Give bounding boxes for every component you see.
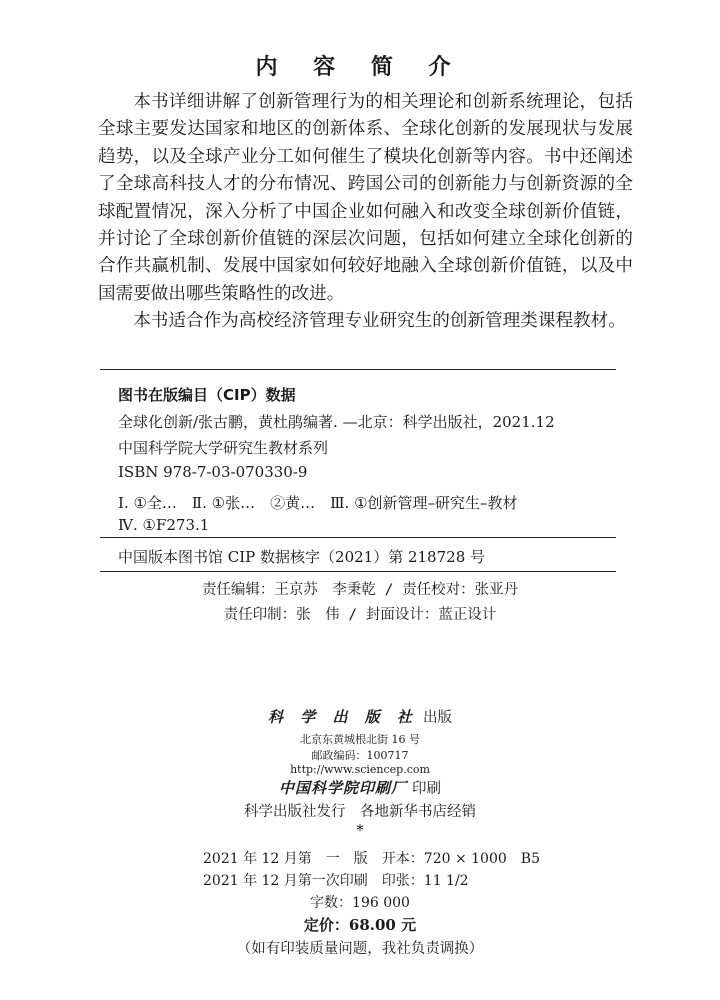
cip-series: 中国科学院大学研究生教材系列 bbox=[118, 439, 329, 457]
page-title: 内 容 简 介 bbox=[255, 55, 465, 80]
cip-classification-2: Ⅳ. ①F273.1 bbox=[118, 516, 210, 534]
word-count: 字数：196 000 bbox=[310, 895, 410, 911]
publisher-line bbox=[0, 706, 720, 727]
credits-editors: 责任编辑：王京苏 李秉乾 / 责任校对：张亚丹 bbox=[201, 582, 519, 598]
cip-bottom-divider bbox=[100, 571, 616, 572]
cip-record: 中国版本图书馆 CIP 数据核字（2021）第 218728 号 bbox=[118, 548, 486, 566]
printer-line bbox=[0, 777, 720, 798]
credits-printing: 责任印制：张 伟 / 封面设计：蓝正设计 bbox=[223, 607, 497, 623]
cip-isbn: ISBN 978-7-03-070330-9 bbox=[118, 463, 308, 481]
printer-logo: 中国科学院印刷厂 bbox=[278, 779, 407, 797]
distribution-line: 科学出版社发行 各地新华书店经销 bbox=[244, 804, 476, 820]
publisher-address: 北京东黄城根北街 16 号 bbox=[300, 733, 420, 746]
cip-middle-divider bbox=[100, 537, 616, 538]
cip-top-divider bbox=[100, 369, 616, 370]
printer-suffix: 印刷 bbox=[412, 781, 442, 797]
impression-line: 2021 年 12 月第一次印刷 印张：11 1/2 bbox=[203, 873, 469, 889]
cip-heading: 图书在版编目（CIP）数据 bbox=[118, 386, 296, 404]
separator-star: * bbox=[356, 823, 364, 839]
cip-classification-1: Ⅰ. ①全… Ⅱ. ①张… ②黄… Ⅲ. ①创新管理–研究生–教材 bbox=[118, 494, 518, 512]
publisher-website: http://www.sciencep.com bbox=[290, 763, 430, 776]
cip-book-line: 全球化创新/张古鹏，黄杜鹃编著. —北京：科学出版社，2021.12 bbox=[118, 413, 555, 431]
price: 定价：68.00 元 bbox=[303, 916, 417, 934]
quality-notice: （如有印装质量问题，我社负责调换） bbox=[236, 941, 484, 957]
publisher-suffix: 出版 bbox=[422, 710, 452, 726]
intro-paragraph-1: 本书详细讲解了创新管理行为的相关理论和创新系统理论，包括全球主要发达国家和地区的创新体系、全球化创新的发展现状与发展趋势，以及全球产业分工如何催生了模块化创新等内容。书中还阐述了全球高科技人才的分布情况、跨国公司的创新能力与创新资源的全球配置情况，深入分析了中国企业如何融入和改变全球创新价值链，并讨论了全球创新价值链的深层次问题，包括如何建立全球化创新的合作共赢机制、发展中国家如何较好地融入全球创新价值链，以及中国需要做出哪些策略性的改进。 bbox=[98, 92, 633, 304]
publisher-logo: 科 学 出 版 社 bbox=[268, 708, 418, 726]
intro-section bbox=[98, 89, 633, 336]
edition-line: 2021 年 12 月第 一 版 开本：720 × 1000 B5 bbox=[203, 851, 540, 867]
intro-paragraph-2: 本书适合作为高校经济管理专业研究生的创新管理类课程教材。 bbox=[133, 311, 626, 332]
publisher-postcode: 邮政编码：100717 bbox=[311, 749, 409, 762]
